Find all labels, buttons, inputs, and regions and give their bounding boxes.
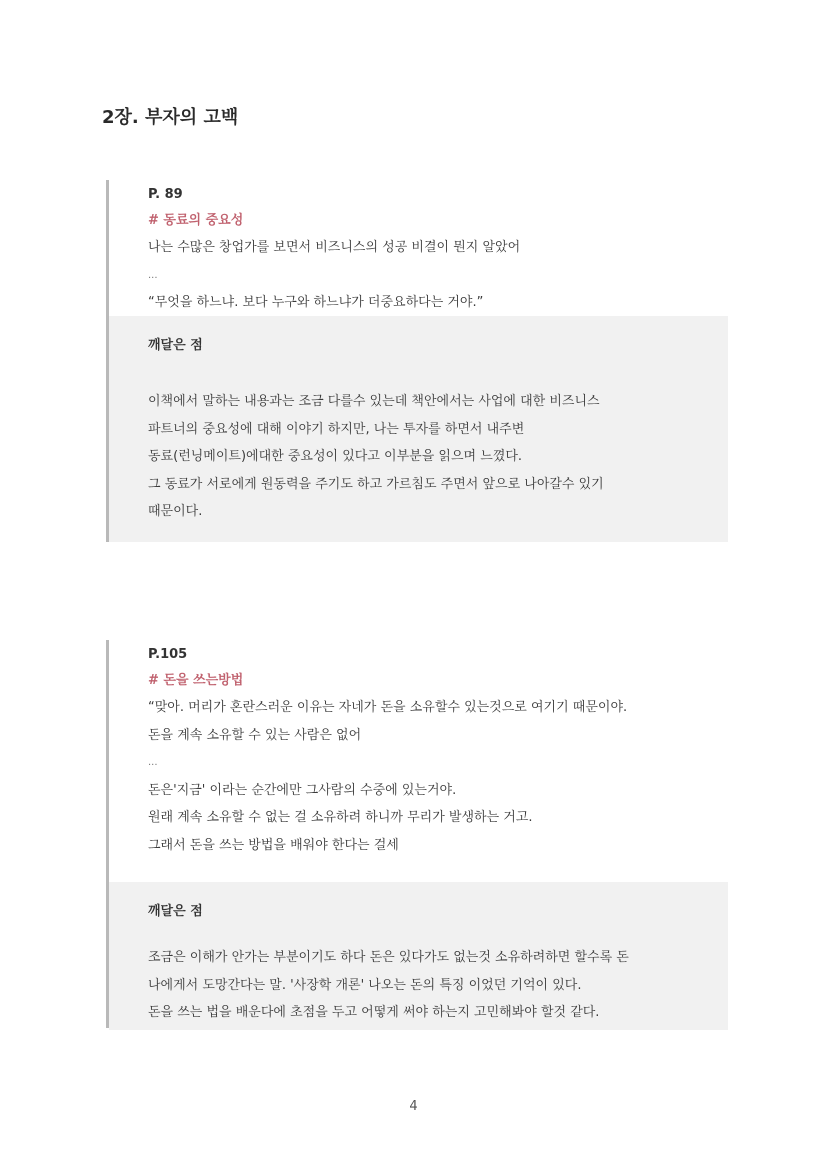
insight-line: 파트너의 중요성에 대해 이야기 하지만, 나는 투자를 하면서 내주변 bbox=[148, 421, 525, 437]
quote-line: 원래 계속 소유할 수 없는 걸 소유하려 하니까 무리가 발생하는 거고. bbox=[148, 810, 533, 825]
page-reference: P. 89 bbox=[148, 187, 183, 202]
quote-ellipsis: ... bbox=[148, 757, 158, 768]
topic-tag: # 돈을 쓰는방법 bbox=[148, 673, 244, 688]
insight-title: 깨달은 점 bbox=[148, 338, 203, 353]
quote-line: 돈은'지금' 이라는 순간에만 그사람의 수중에 있는거야. bbox=[148, 782, 457, 798]
insight-line: 돈을 쓰는 법을 배운다에 초점을 두고 어떻게 써야 하는지 고민해봐야 할것 같다. bbox=[148, 1005, 600, 1020]
insight-line: 때문이다. bbox=[148, 504, 203, 519]
quote-ellipsis: ... bbox=[148, 269, 158, 281]
insight-title: 깨달은 점 bbox=[148, 904, 203, 919]
page-number: 4 bbox=[409, 1099, 418, 1114]
chapter-title: 2장. 부자의 고백 bbox=[102, 107, 239, 128]
insight-line: 동료(런닝메이트)에대한 중요성이 있다고 이부분을 읽으며 느꼈다. bbox=[148, 449, 523, 464]
quote-line: “무엇을 하느냐. 보다 누구와 하느냐가 더중요하다는 거야.” bbox=[148, 295, 484, 310]
quote-line: 돈을 계속 소유할 수 있는 사람은 없어 bbox=[148, 727, 362, 743]
quote-excerpt bbox=[109, 180, 728, 316]
insight-line: 그 동료가 서로에게 원동력을 주기도 하고 가르침도 주면서 앞으로 나아갈수 있기 bbox=[148, 476, 604, 492]
page-reference: P.105 bbox=[148, 647, 188, 662]
topic-tag: # 동료의 중요성 bbox=[148, 213, 244, 228]
quote-block-p105 bbox=[106, 640, 728, 1028]
quote-line: “맞아. 머리가 혼란스러운 이유는 자네가 돈을 소유할수 있는것으로 여기기 때문이야. bbox=[148, 700, 628, 715]
quote-block-p89 bbox=[106, 180, 728, 542]
insight-box bbox=[109, 316, 728, 542]
insight-box bbox=[109, 882, 728, 1030]
insight-line: 이책에서 말하는 내용과는 조금 다를수 있는데 책안에서는 사업에 대한 비즈니스 bbox=[148, 394, 600, 409]
insight-line: 나에게서 도망간다는 말. '사장학 개론' 나오는 돈의 특징 이었던 기억이 있다. bbox=[148, 977, 582, 993]
quote-line: 그래서 돈을 쓰는 방법을 배워야 한다는 걸세 bbox=[148, 837, 399, 853]
quote-line: 나는 수많은 창업가를 보면서 비즈니스의 성공 비결이 뭔지 알았어 bbox=[148, 240, 521, 255]
insight-line: 조금은 이해가 안가는 부분이기도 하다 돈은 있다가도 없는것 소유하려하면 할수록 돈 bbox=[148, 950, 629, 965]
quote-excerpt bbox=[109, 640, 728, 882]
